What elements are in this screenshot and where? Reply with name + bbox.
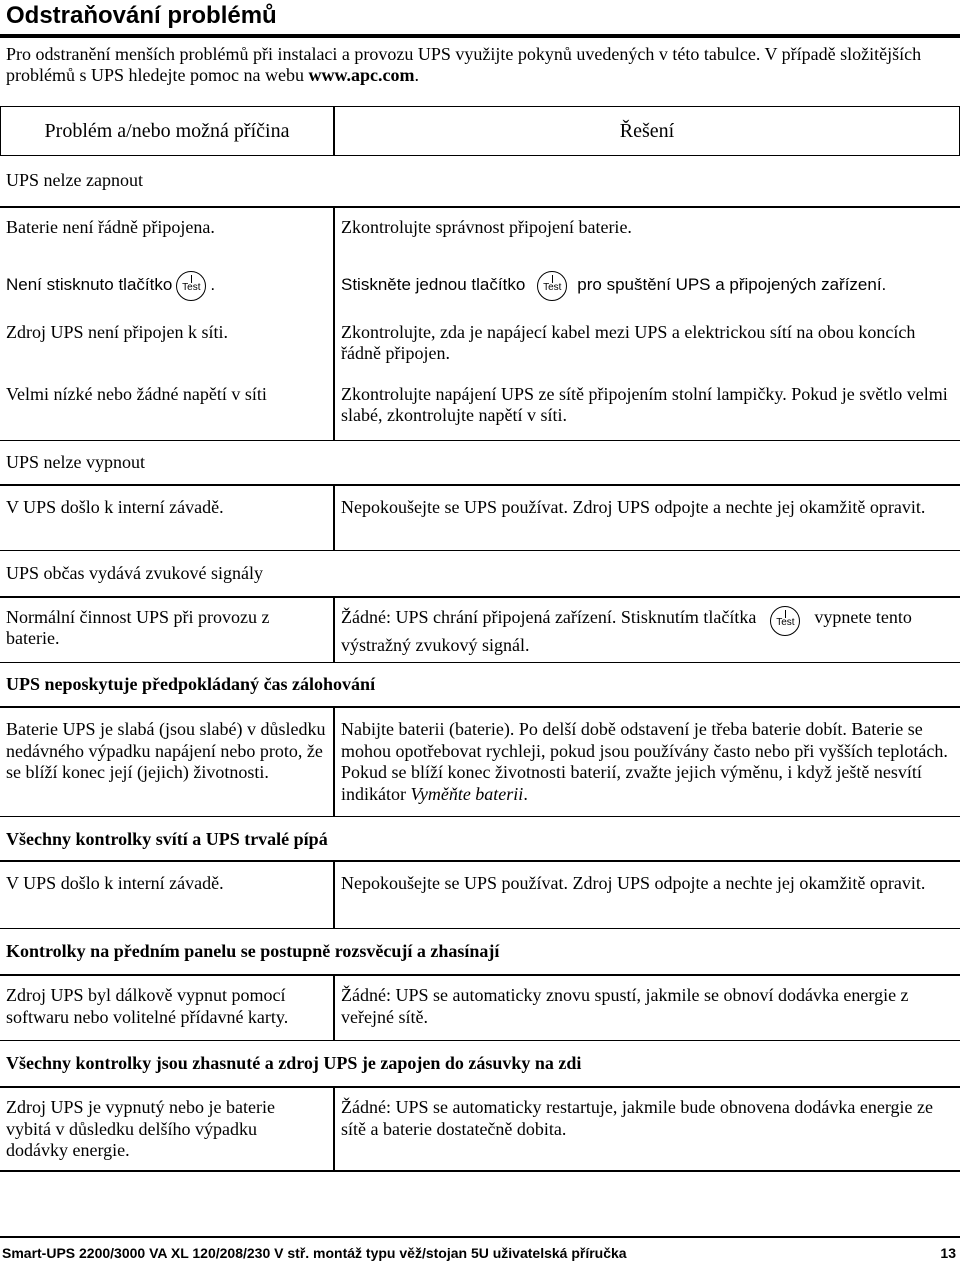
section-heading (0, 928, 960, 974)
problem-text: Baterie není řádně připojena. (6, 217, 215, 237)
problem-text: Baterie UPS je slabá (jsou slabé) v důsledku nedávného výpadku napájení nebo proto, že se blíží konec její (jejich) životnosti. (6, 719, 326, 782)
header-solution (334, 106, 960, 156)
divider (0, 974, 960, 976)
section-heading-text: Všechny kontrolky jsou zhasnuté a zdroj UPS je zapojen do zásuvky na zdi (6, 1053, 582, 1073)
solution-text (341, 604, 951, 656)
column-divider (333, 596, 335, 662)
section-heading-text: Kontrolky na předním panelu se postupně rozsvěcují a zhasínají (6, 941, 500, 961)
solution-text (341, 719, 951, 805)
section-heading (0, 440, 960, 484)
section-heading (0, 662, 960, 706)
divider (0, 484, 960, 486)
replace-battery-indicator-label: Vyměňte baterii (410, 783, 524, 804)
problem-text: V UPS došlo k interní závadě. (6, 873, 224, 893)
problem-text: Zdroj UPS je vypnutý nebo je baterie vybitá v důsledku delšího výpadku dodávky energie. (6, 1097, 275, 1160)
problem-text: V UPS došlo k interní závadě. (6, 497, 224, 517)
problem-text: Velmi nízké nebo žádné napětí v síti (6, 384, 267, 404)
solution-text-part: pro spuštění UPS a připojených zařízení. (577, 275, 887, 294)
intro-end: . (414, 65, 419, 85)
test-button-icon (537, 271, 567, 301)
solution-text: Nepokoušejte se UPS používat. Zdroj UPS odpojte a nechte jej okamžitě opravit. (341, 873, 926, 893)
solution-text: Žádné: UPS se automaticky restartuje, jakmile bude obnovena dodávka energie ze sítě a baterie dostatečně dobita. (341, 1097, 933, 1139)
test-button-icon (770, 606, 800, 636)
divider (0, 1086, 960, 1088)
solution-text: Zkontrolujte, zda je napájecí kabel mezi UPS a elektrickou sítí na obou koncích řádně připojen. (341, 322, 916, 363)
footer-rule (0, 1236, 960, 1238)
column-divider (333, 706, 335, 816)
solution-text-part: Stiskněte jednou tlačítko (341, 275, 526, 294)
problem-text: Normální činnost UPS při provozu z baterie. (6, 607, 270, 648)
problem-text (6, 270, 215, 301)
page-title: Odstraňování problémů (6, 2, 277, 29)
header-problem-label: Problém a/nebo možná příčina (44, 119, 290, 142)
table-bottom-border (0, 1170, 960, 1172)
section-heading (0, 166, 960, 206)
test-button-label: Test (776, 617, 795, 628)
problem-text: Zdroj UPS není připojen k síti. (6, 322, 228, 342)
section-heading-text: UPS neposkytuje předpokládaný čas zálohování (6, 674, 376, 694)
section-heading-text: UPS občas vydává zvukové signály (6, 563, 263, 583)
solution-text: Zkontrolujte správnost připojení baterie. (341, 217, 632, 237)
page-number: 13 (940, 1245, 956, 1261)
solution-text-part: . (523, 783, 528, 804)
divider (0, 860, 960, 862)
solution-text: Žádné: UPS se automaticky znovu spustí, jakmile se obnoví dodávka energie z veřejné sítě. (341, 985, 909, 1027)
problem-text-part: . (210, 275, 216, 294)
problem-text: Zdroj UPS byl dálkově vypnut pomocí softwaru nebo volitelné přídavné karty. (6, 985, 289, 1027)
apc-website-link[interactable]: www.apc.com (308, 65, 415, 85)
section-heading-text: UPS nelze zapnout (6, 170, 143, 190)
divider (0, 206, 960, 208)
header-solution-label: Řešení (619, 119, 675, 142)
section-heading (0, 816, 960, 860)
solution-text-part: Nabijte baterii (baterie). Po delší době odstavení je třeba baterie dobít. Baterie se mohou opotřebovat rychleji, pokud jsou používány často nebo při vyšších teplotách. Pokud se blíží konec životnosti baterií, zvažte jejich výměnu, i když ještě nesvítí indikátor (341, 719, 948, 804)
test-button-label: Test (543, 281, 562, 293)
test-button-icon (176, 271, 206, 301)
solution-text: Zkontrolujte napájení UPS ze sítě připojením stolní lampičky. Pokud je světlo velmi slabé, zkontrolujte napětí v síti. (341, 384, 948, 425)
column-divider (333, 1086, 335, 1170)
divider (0, 706, 960, 708)
solution-text-part: Žádné: UPS chrání připojená zařízení. Stisknutím tlačítka (341, 607, 757, 628)
intro-paragraph (6, 44, 946, 86)
column-divider (333, 484, 335, 550)
solution-text: Nepokoušejte se UPS používat. Zdroj UPS odpojte a nechte jej okamžitě opravit. (341, 497, 926, 517)
section-heading-text: Všechny kontrolky svítí a UPS trvalé pípá (6, 829, 328, 849)
solution-text (341, 270, 886, 301)
test-button-label: Test (182, 281, 201, 293)
column-divider (333, 860, 335, 928)
column-divider (333, 206, 335, 440)
section-heading (0, 1040, 960, 1086)
section-heading-text: UPS nelze vypnout (6, 452, 145, 472)
solution-text-part: vypnete tento výstražný zvukový signál. (341, 607, 912, 655)
section-heading (0, 550, 960, 596)
title-rule (0, 34, 960, 38)
header-problem (0, 106, 334, 156)
problem-text-part: Není stisknuto tlačítko (6, 275, 173, 294)
footer-document-title: Smart-UPS 2200/3000 VA XL 120/208/230 V stř. montáž typu věž/stojan 5U uživatelská příručka (2, 1245, 627, 1261)
intro-text: Pro odstranění menších problémů při instalaci a provozu UPS využijte pokynů uvedených v této tabulce. V případě složitějších problémů s UPS hledejte pomoc na webu (6, 44, 922, 85)
divider (0, 596, 960, 598)
column-divider (333, 974, 335, 1040)
